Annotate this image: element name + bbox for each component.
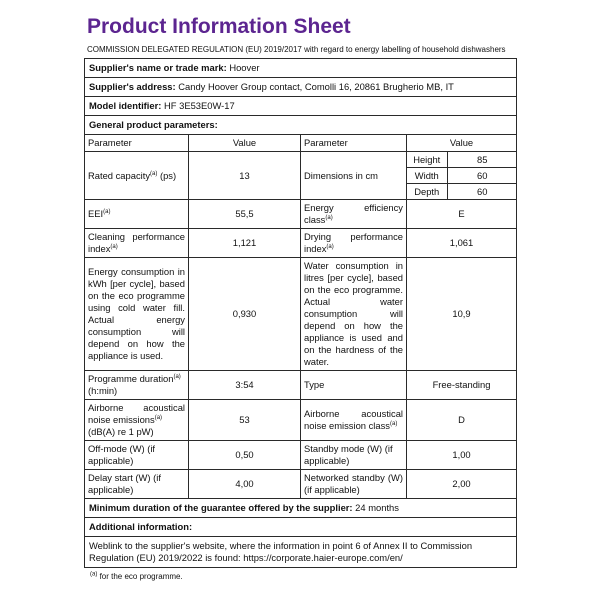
drying-value: 1,061 <box>407 229 517 258</box>
off-mode-value: 0,50 <box>189 441 301 470</box>
product-information-sheet <box>84 14 516 582</box>
table-row <box>85 470 517 499</box>
cleaning-label: Cleaning performance index$^{(a)}$ <box>85 229 189 258</box>
page-title: Product Information Sheet <box>87 15 351 38</box>
duration-value: 3:54 <box>189 371 301 400</box>
height-value: 85 <box>447 152 517 168</box>
water-consumption-label: Water consumption in litres [per cycle], based on the eco programme. Actual water consumption will depend on how the appliance is used and on the hardness of the water. <box>301 258 407 371</box>
water-consumption-value: 10,9 <box>407 258 517 371</box>
table-row <box>85 400 517 441</box>
supplier-address-row <box>85 78 517 97</box>
depth-label: Depth <box>407 184 447 200</box>
table-row <box>85 258 517 371</box>
general-parameters-row <box>85 116 517 135</box>
width-label: Width <box>407 168 447 184</box>
width-value: 60 <box>447 168 517 184</box>
supplier-address-label: Supplier's address: <box>89 81 176 92</box>
supplier-name: Hoover <box>229 62 260 73</box>
rated-capacity-value: 13 <box>189 152 301 200</box>
weblink-text: Weblink to the supplier's website, where the information in point 6 of Annex II to Commission Regulation (EU) 2019/2022 is found: <box>89 540 473 563</box>
general-parameters-label: General product parameters: <box>85 116 517 135</box>
energy-class-label: Energy efficiency class$^{(a)}$ <box>301 200 407 229</box>
duration-label: Programme duration$^{(a)}$ (h:min) <box>85 371 189 400</box>
noise-value: 53 <box>189 400 301 441</box>
standby-value: 1,00 <box>407 441 517 470</box>
rated-capacity-label: Rated capacity$^{(a)}$ (ps) <box>85 152 189 200</box>
table-row <box>85 371 517 400</box>
footnote-ref: (a) <box>150 170 158 177</box>
weblink-row <box>85 537 517 568</box>
table-row <box>85 152 517 200</box>
guarantee-value: 24 months <box>355 502 399 513</box>
product-info-table <box>84 58 517 568</box>
noise-class-value: D <box>407 400 517 441</box>
additional-info-label: Additional information: <box>85 518 517 537</box>
regulation-text: COMMISSION DELEGATED REGULATION (EU) 2019/2017 with regard to energy labelling of household dishwashers <box>87 45 506 54</box>
drying-label: Drying performance index$^{(a)}$ <box>301 229 407 258</box>
model-row <box>85 97 517 116</box>
delay-start-value: 4,00 <box>189 470 301 499</box>
networked-standby-value: 2,00 <box>407 470 517 499</box>
energy-consumption-label: Energy consumption in kWh [per cycle], based on the eco programme using cold water fill. Actual energy consumption will depend on how the appliance is used. <box>85 258 189 371</box>
height-label: Height <box>407 152 447 168</box>
energy-consumption-value: 0,930 <box>189 258 301 371</box>
model-identifier: HF 3E53E0W-17 <box>164 100 235 111</box>
standby-label: Standby mode (W) (if applicable) <box>301 441 407 470</box>
cleaning-value: 1,121 <box>189 229 301 258</box>
dimensions-label: Dimensions in cm <box>301 152 407 200</box>
weblink-url[interactable]: https://corporate.haier-europe.com/en/ <box>243 552 403 563</box>
table-row <box>85 441 517 470</box>
guarantee-label: Minimum duration of the guarantee offered by the supplier: <box>89 502 353 513</box>
guarantee-row <box>85 499 517 518</box>
footnote-mark: (a) <box>90 571 98 578</box>
supplier-name-label: Supplier's name or trade mark: <box>89 62 227 73</box>
type-value: Free-standing <box>407 371 517 400</box>
footnote <box>90 572 516 582</box>
footnote-text: for the eco programme. <box>99 572 183 581</box>
supplier-name-row <box>85 59 517 78</box>
header-parameter-2: Parameter <box>301 135 407 152</box>
noise-label: Airborne acoustical noise emissions$^{(a)}$ (dB(A) re 1 pW) <box>85 400 189 441</box>
energy-class-value: E <box>407 200 517 229</box>
off-mode-label: Off-mode (W) (if applicable) <box>85 441 189 470</box>
header-value-2: Value <box>407 135 517 152</box>
networked-standby-label: Networked standby (W) (if applicable) <box>301 470 407 499</box>
table-row <box>85 200 517 229</box>
eei-value: 55,5 <box>189 200 301 229</box>
model-label: Model identifier: <box>89 100 162 111</box>
depth-value: 60 <box>447 184 517 200</box>
header-parameter-1: Parameter <box>85 135 189 152</box>
additional-info-row <box>85 518 517 537</box>
type-label: Type <box>301 371 407 400</box>
column-header-row <box>85 135 517 152</box>
eei-label: EEI$^{(a)}$ <box>85 200 189 229</box>
dimensions-value <box>407 152 517 200</box>
table-row <box>85 229 517 258</box>
supplier-address: Candy Hoover Group contact, Comolli 16, 20861 Brugherio MB, IT <box>178 81 454 92</box>
noise-class-label: Airborne acoustical noise emission class$^{(a)}$ <box>301 400 407 441</box>
header-value-1: Value <box>189 135 301 152</box>
delay-start-label: Delay start (W) (if applicable) <box>85 470 189 499</box>
